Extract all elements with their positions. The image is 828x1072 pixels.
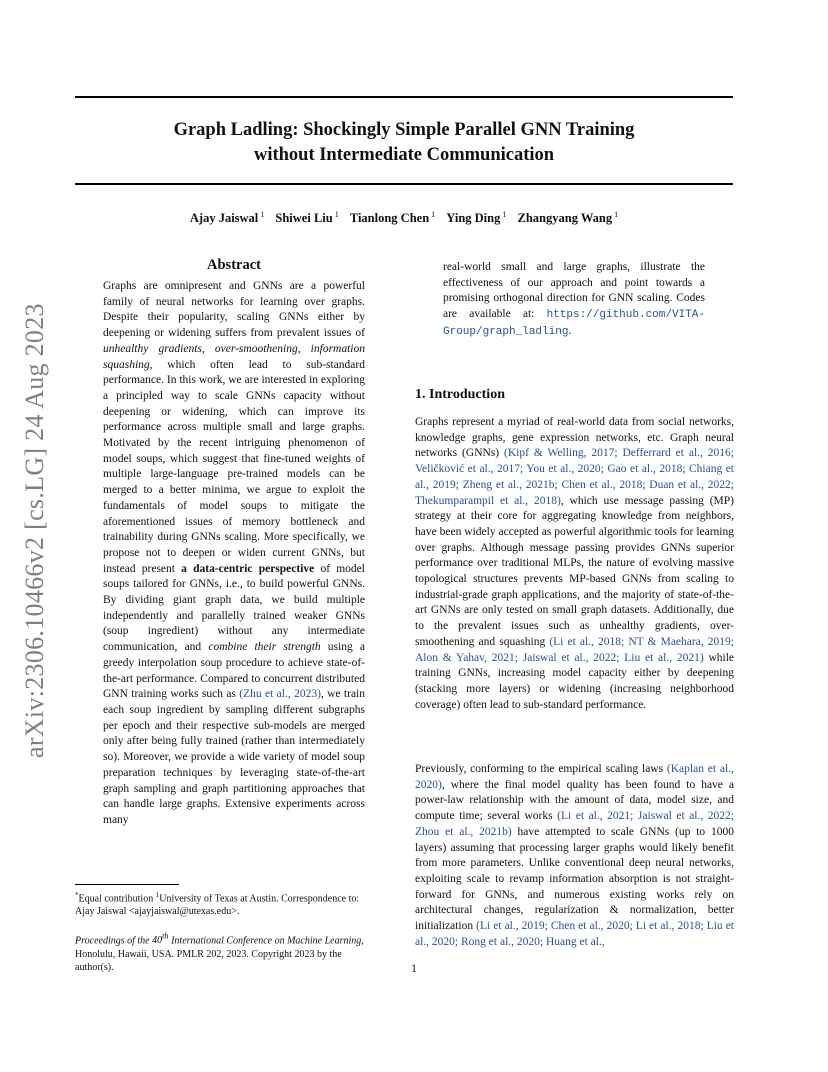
author: Ajay Jaiswal $^1$ (189, 210, 265, 226)
abstract-heading: Abstract (207, 257, 261, 273)
arxiv-stamp: arXiv:2306.10466v2 [cs.LG] 24 Aug 2023 (20, 303, 49, 758)
paragraph-text: Graphs represent a myriad of real-world data from social networks, knowledge graphs, gene expression networks, etc. Graph neural networks (GNNs) (415, 416, 734, 460)
citation-link[interactable]: (Kipf & Welling, 2017; Defferrard et al., 2016; Veličković et al., 2017; You et al., 2020; Gao et al., 2018; Chiang et al., 2019; Zheng et al., 2021b; Chen et al., 2018; Duan et al., 2022; Thekumparampil et al., 2018) (415, 447, 734, 507)
paper-title (75, 118, 733, 168)
citation-link[interactable]: (Zhu et al., 2023) (239, 688, 321, 701)
intro-paragraph-2 (415, 762, 734, 950)
title-bottom-rule (75, 183, 733, 185)
author: Zhangyang Wang $^1$ (517, 210, 619, 226)
title-top-rule (75, 96, 733, 98)
abstract-continuation: real-world small and large graphs, illustrate the effectiveness of our approach and point towards a promising orthogonal direction for GNN scaling. Codes are available at: https://github.com/VITA-Group/graph_ladling. (443, 261, 705, 338)
abstract-body: Graphs are omnipresent and GNNs are a powerful family of neural networks for learning over graphs. Despite their popularity, scaling GNNs either by deepening or widening suffers from prevalent issues of unhealthy gradients, over-smoothening, information squashing, which often lead to sub-standard performance. In this work, we are interested in exploring a principled way to scale GNNs capacity without deepening or widening, which can improve its performance across multiple small and large graphs. Motivated by the recent intriguing phenomenon of model soups, which suggest that fine-tuned weights of multiple large-language pre-trained models can be merged to a better minima, we argue to exploit the fundamentals of model soups to mitigate the aforementioned issues of memory bottleneck and trainability during GNNs scaling. More specifically, we propose not to deepen or widen current GNNs, but instead present a data-centric perspective of model soups tailored for GNNs, i.e., to build powerful GNNs. By dividing giant graph data, we build multiple independently and parallelly trained weaker GNNs (soup ingredient) without any intermediate communication, and combine their strength using a greedy interpolation soup procedure to achieve state-of-the-art performance. Compared to concurrent distributed GNN training works such as (Zhu et al., 2023), we train each soup ingredient by sampling different subgraphs per epoch and their respective sub-models are merged only after being fully trained (rather than intermediately so). Moreover, we provide a wide variety of model soup preparation techniques by leveraging state-of-the-art graph sampling and graph partitioning approaches that can handle large graphs. Extensive experiments across many (103, 280, 365, 826)
citation-link[interactable]: (Kaplan et al., 2020) (415, 763, 734, 791)
citation-link[interactable]: (Li et al., 2021; Jaiswal et al., 2022; Zhou et al., 2021b) (415, 810, 734, 838)
intro-paragraph-1 (415, 415, 734, 713)
paragraph-text: , where the final model quality has been found to have a power-law relationship with the amount of data, model size, and compute time; several works (415, 778, 734, 823)
proceedings-note: Proceedings of the 40th International Conference on Machine Learning, Honolulu, Hawaii, USA. PMLR 202, 2023. Copyright 2023 by the author(s). (75, 932, 364, 974)
citation-link[interactable]: (Li et al., 2018; NT & Maehara, 2019; Alon & Yahav, 2021; Jaiswal et al., 2022; Liu et al., 2021) (415, 635, 734, 664)
author: Tianlong Chen $^1$ (349, 210, 436, 226)
footnote-rule (75, 884, 179, 885)
page-number: 1 (411, 961, 417, 975)
title-line-2: without Intermediate Communication (253, 145, 555, 165)
citation-link[interactable]: (Li et al., 2019; Chen et al., 2020; Li et al., 2018; Liu et al., 2020; Rong et al., 2020; Huang et al., (415, 920, 734, 948)
code-url-link[interactable]: https://github.com/VITA-Group/graph_ladling (443, 309, 705, 338)
intro-heading: 1. Introduction (415, 387, 505, 402)
paragraph-text: have attempted to scale GNNs (up to 1000 layers) assuming that processing larger graphs would likely benefit from more parameters. Unlike conventional deep neural networks, exploiting scale to revamp information absorption is not straight-forward for GNNs, and numerous existing works rely on architectural changes, regularization & normalization, better initialization (415, 825, 734, 933)
author: Shiwei Liu $^1$ (275, 210, 339, 226)
paragraph-text: Previously, conforming to the empirical scaling laws (415, 763, 667, 775)
footnote: *Equal contribution $^1$University of Texas at Austin. Correspondence to: Ajay Jaiswal <ajayjaiswal@utexas.edu>. (75, 891, 360, 918)
title-line-1: Graph Ladling: Shockingly Simple Parallel GNN Training (173, 120, 635, 140)
author-list (75, 210, 733, 226)
author: Ying Ding $^1$ (446, 210, 507, 226)
paragraph-text: while training GNNs, increasing model capacity either by deepening (stacking more layers) or widening (increasing neighborhood coverage) often lead to sub-standard performance. (415, 651, 734, 711)
paragraph-text: , which use message passing (MP) strategy at their core for aggregating knowledge from neighbors, have been widely accepted as powerful algorithmic tools for learning over graphs. Although message passing provides GNNs superior performance over traditional MLPs, the nature of evolving massive topological structures prevents MP-based GNNs from scaling to industrial-grade graph applications, and the majority of state-of-the-art GNNs are only tested on small graph datasets. Additionally, due to the prevalent issues such as unhealthy gradients, over-smoothening and squashing (415, 494, 734, 648)
